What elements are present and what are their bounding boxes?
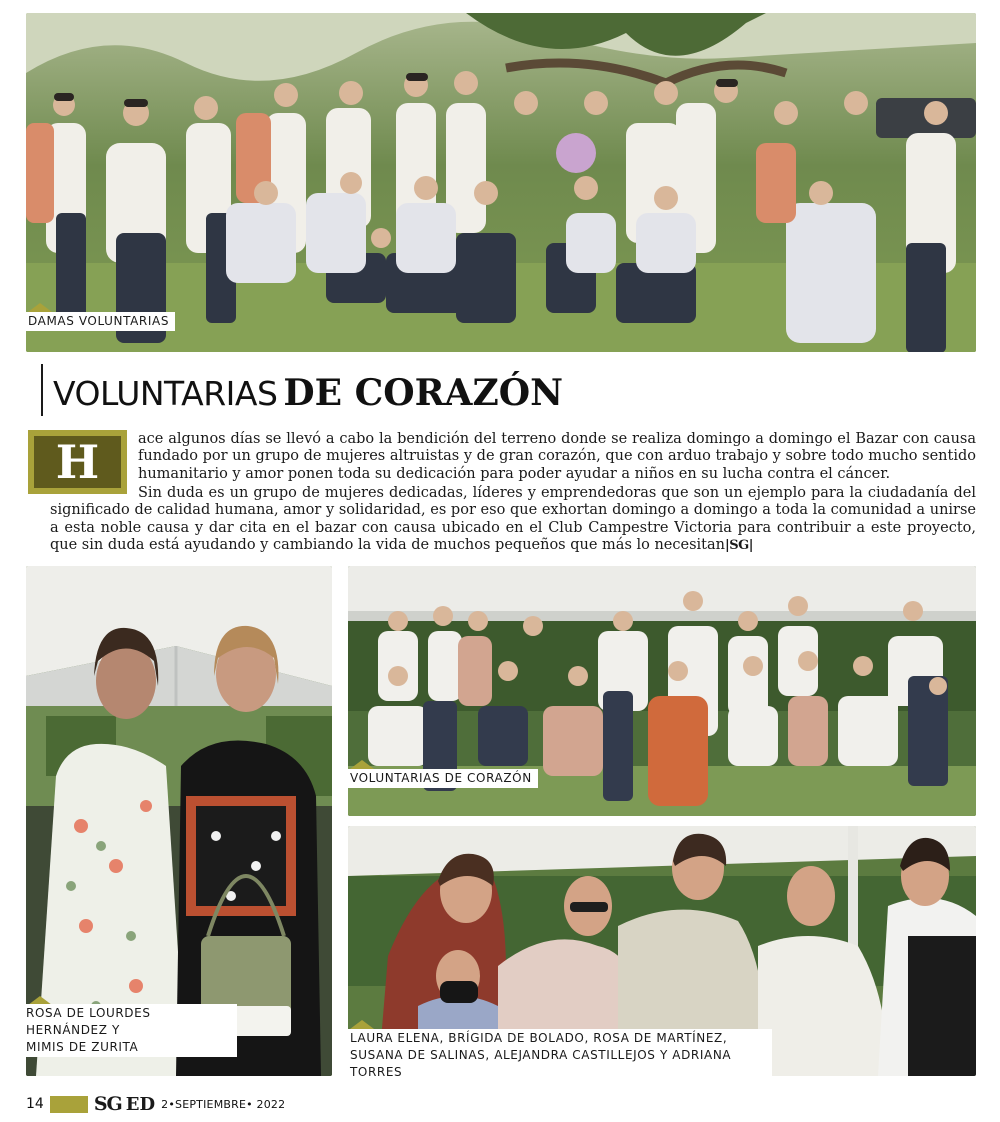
footer-accent-bar	[50, 1096, 88, 1113]
caption-voluntarias-de-corazon	[348, 769, 538, 788]
article-paragraph-2-text: Sin duda es un grupo de mujeres dedicadas, líderes y emprendedoras que son un ejemplo para la ciudadanía del significado de calidad humana, amor y solidaridad, es por eso que exhortan domingo a domingo a toda la comunidad a unirse a esta noble causa y dar cita en el bazar con causa ubicado en el Club Campestre Victoria para contribuir a este proyecto, que sin duda está ayudando y cambiando la vida de muchos pequeños que más lo necesitan	[50, 485, 976, 554]
article-paragraph-1: ace algunos días se llevó a cabo la bendición del terreno donde se realiza domingo a domingo el Bazar con causa fundado por un grupo de mujeres altruistas y de gran corazón, que con arduo trabajo y sobre todo mucho sentido humanitario y amor ponen toda su dedicación para poder ayudar a niños en su lucha contra el cáncer.	[138, 431, 976, 482]
caption-marker	[350, 760, 374, 769]
caption-text: VOLUNTARIAS DE CORAZÓN	[350, 771, 532, 785]
caption-damas-voluntarias	[26, 312, 175, 331]
caption-six-women	[344, 1029, 772, 1082]
footer-sg-logo: SG	[93, 1093, 122, 1115]
caption-text: DAMAS VOLUNTARIAS	[28, 314, 170, 328]
caption-marker	[28, 303, 52, 312]
footer-ed-logo: ED	[125, 1093, 156, 1115]
caption-line-2: MIMIS DE ZURITA	[26, 1040, 139, 1054]
headline-heavy: DE CORAZÓN	[283, 372, 564, 414]
caption-marker	[350, 1020, 374, 1029]
portrait-photo-image	[26, 566, 332, 1076]
caption-portrait	[20, 1004, 237, 1057]
headline-light: VOLUNTARIAS	[53, 374, 278, 413]
article-end-mark: |SG|	[724, 538, 753, 554]
page-number: 14	[26, 1096, 44, 1112]
headline	[53, 372, 563, 420]
caption-line-1: ROSA DE LOURDES HERNÁNDEZ Y	[26, 1006, 151, 1037]
page-footer	[26, 1094, 285, 1114]
group-photo-image	[26, 13, 976, 352]
caption-line-2: SUSANA DE SALINAS, ALEJANDRA CASTILLEJOS Y ADRIANA TORRES	[350, 1048, 732, 1079]
footer-date: 2•SEPTIEMBRE• 2022	[161, 1097, 286, 1111]
portrait-photo	[26, 566, 332, 1076]
caption-line-1: LAURA ELENA, BRÍGIDA DE BOLADO, ROSA DE MARTÍNEZ,	[350, 1031, 728, 1045]
headline-rule	[41, 364, 43, 416]
article-paragraph-2	[50, 485, 976, 555]
group-photo-damas-voluntarias	[26, 13, 976, 352]
drop-cap-letter: H	[34, 436, 121, 488]
